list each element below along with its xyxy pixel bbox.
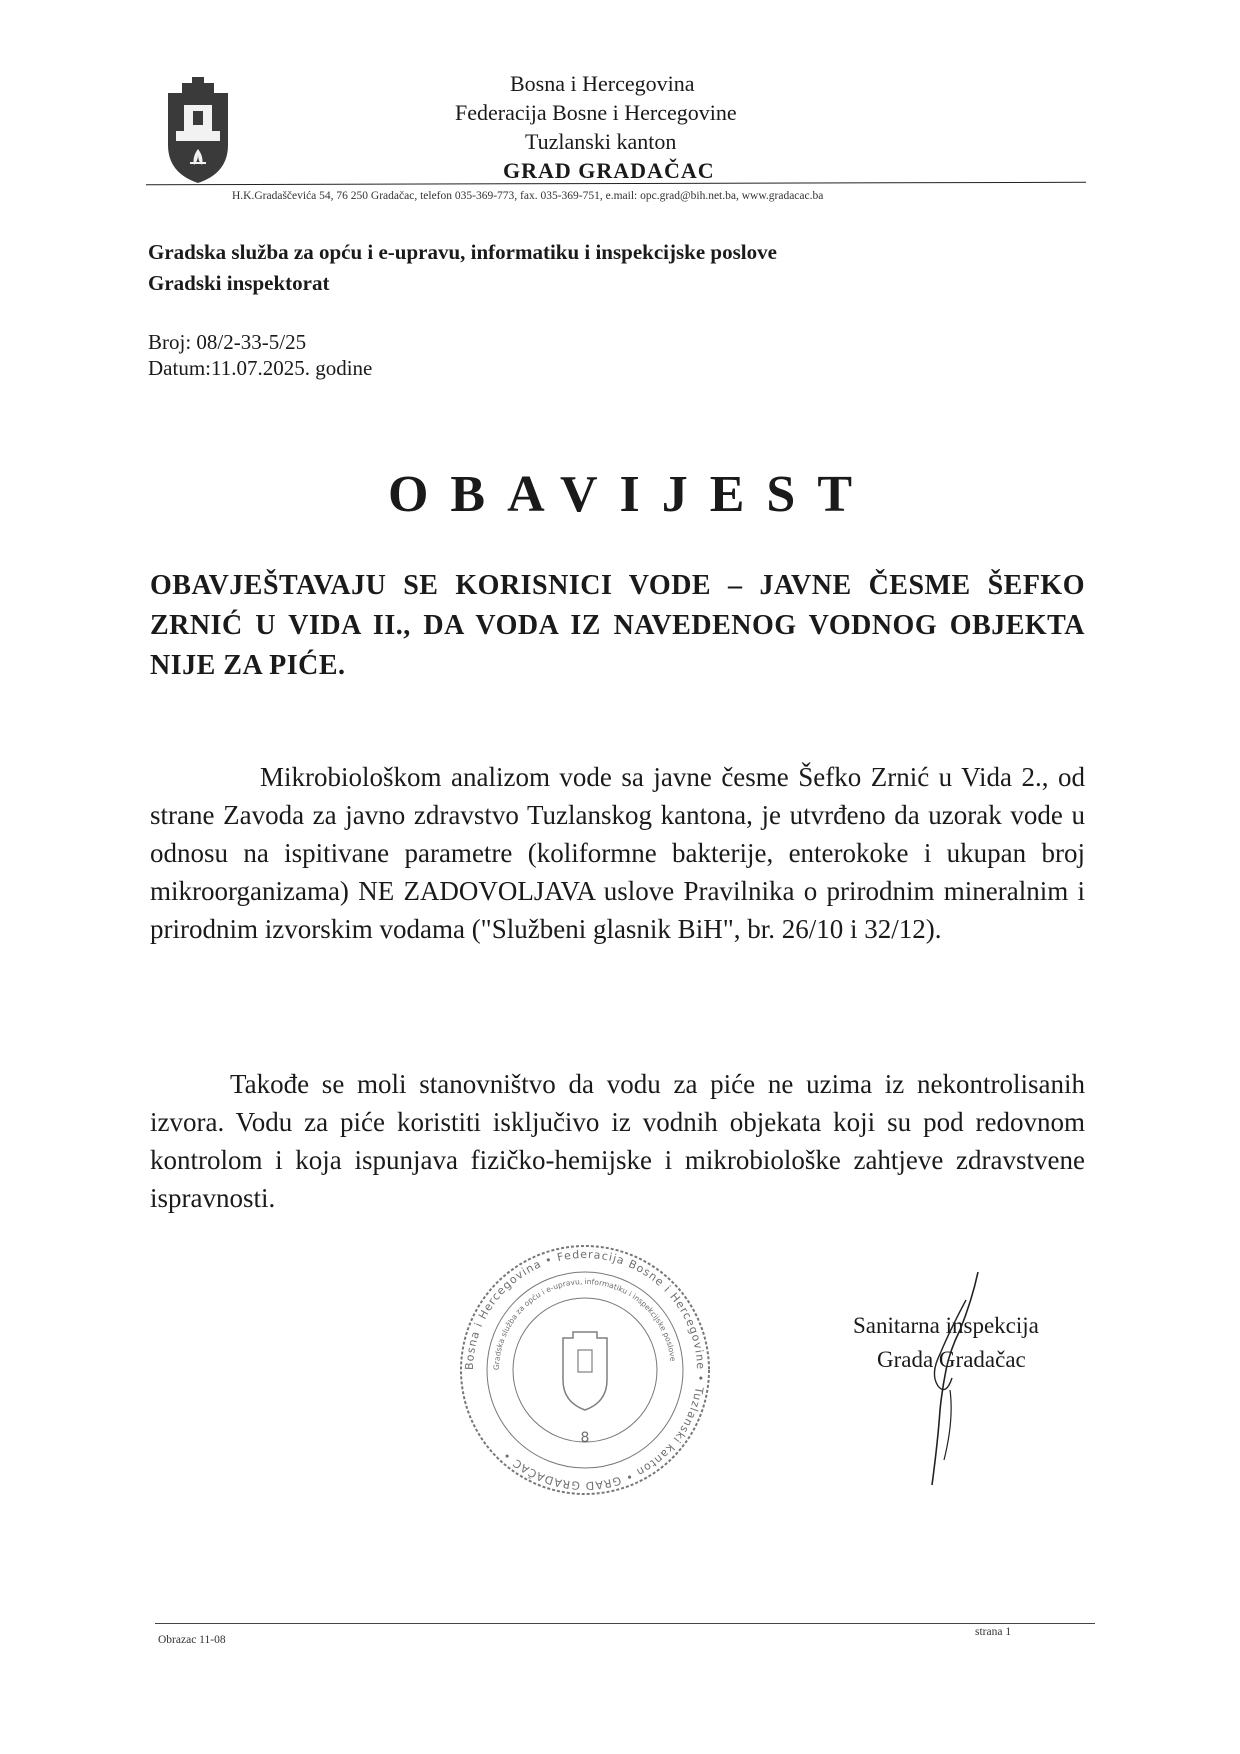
signature-city: Grada Gradačac [877, 1347, 1026, 1372]
department-unit: Gradski inspektorat [148, 271, 330, 295]
stamp-coat-of-arms-icon [563, 1332, 607, 1410]
handwritten-signature [880, 1270, 1000, 1490]
stamp-inner-text: Gradska služba za opću i e-upravu, informatiku i inspekcijske poslove [491, 1276, 678, 1371]
svg-text:Gradska služba za opću i e-upr [492, 1277, 678, 1370]
form-code: Obrazac 11-08 [158, 1634, 226, 1646]
document-date: Datum:11.07.2025. godine [148, 356, 373, 380]
body-paragraph-2: Takođe se moli stanovništvo da vodu za piće ne uzima iz nekontrolisanih izvora. Vodu za piće koristiti isključivo iz vodnih objekata koji su pod redovnom kontrolom i koja ispunjava fizičko-hemijske i mikrobiološke zahtjeve zdravstvene ispravnosti. [150, 1069, 1085, 1213]
signature-title: Sanitarna inspekcija [853, 1313, 1039, 1338]
header-contact-info: H.K.Gradaščevića 54, 76 250 Gradačac, telefon 035-369-773, fax. 035-369-751, e.mail: opc.grad@bih.net.ba, www.gradacac.ba [232, 190, 824, 202]
header-federation: Federacija Bosne i Hercegovine [455, 100, 737, 125]
notice-headline: OBAVJEŠTAVAJU SE KORISNICI VODE – JAVNE ČESME ŠEFKO ZRNIĆ U VIDA II., DA VODA IZ NAVEDENOG VODNOG OBJEKTA NIJE ZA PIĆE. [150, 570, 1085, 681]
header-country: Bosna i Hercegovina [510, 71, 695, 96]
coat-of-arms-icon [162, 75, 234, 185]
official-stamp [455, 1240, 715, 1500]
body-paragraph-1: Mikrobiološkom analizom vode sa javne česme Šefko Zrnić u Vida 2., od strane Zavoda za javno zdravstvo Tuzlanskog kantona, je utvrđeno da uzorak vode u odnosu na ispitivane parametre (koliformne bakterije, enterokoke i ukupan broj mikroorganizama) NE ZADOVOLJAVA uslove Pravilnika o prirodnim mineralnim i prirodnim izvorskim vodama ("Službeni glasnik BiH", br. 26/10 i 32/12). [150, 762, 1085, 944]
document-number: Broj: 08/2-33-5/25 [148, 330, 307, 354]
stamp-number: 8 [580, 1430, 590, 1446]
department-name: Gradska služba za opću i e-upravu, informatiku i inspekcijske poslove [148, 240, 777, 264]
header-canton: Tuzlanski kanton [525, 129, 677, 154]
stamp-outer-text: Bosna i Hercegovina • Federacija Bosne i Hercegovine • Tuzlanski kanton • GRAD GRADAČAC • [462, 1247, 708, 1493]
page-number: strana 1 [975, 1626, 1012, 1638]
header-city: GRAD GRADAČAC [503, 158, 715, 183]
footer-divider [155, 1623, 1095, 1624]
document-title: OBAVIJEST [387, 466, 875, 523]
